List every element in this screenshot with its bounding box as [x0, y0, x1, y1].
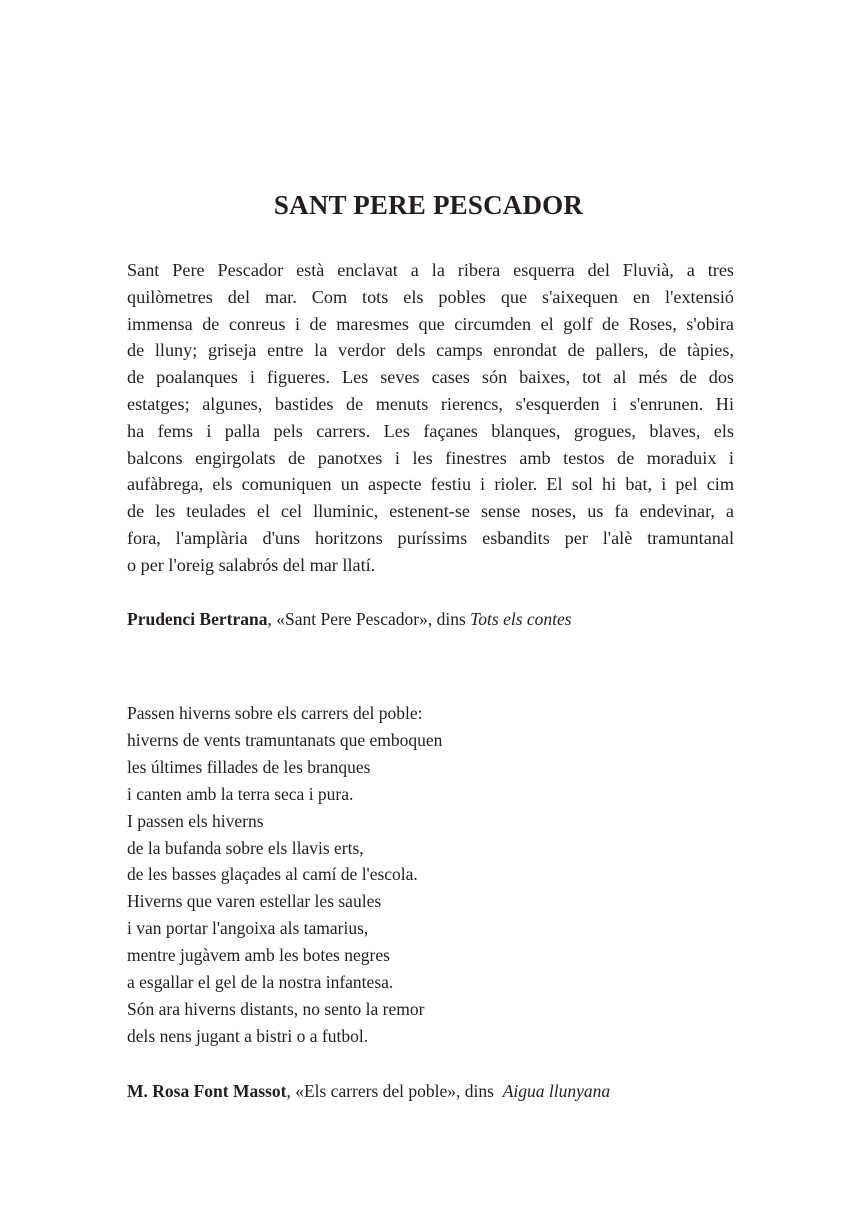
poem-verse: hiverns de vents tramuntanats que emboquen	[127, 729, 443, 750]
prose-line: balcons engirgolats de panotxes i les finestres amb testos de moraduix i	[127, 447, 734, 468]
poem-verse: Passen hiverns sobre els carrers del poble:	[127, 703, 423, 723]
poem-verse: dels nens jugant a bistri o a futbol.	[127, 1025, 369, 1046]
prose-line: immensa de conreus i de maresmes que circumden el golf de Roses, s'obira	[127, 313, 734, 334]
citation-author: Prudenci Bertrana	[127, 609, 268, 629]
prose-line: estatges; algunes, bastides de menuts rierencs, s'esquerden i s'enrunen. Hi	[127, 393, 734, 414]
poem-verse: de la bufanda sobre els llavis erts,	[127, 837, 364, 858]
poem-verse: a esgallar el gel de la nostra infantesa.	[127, 972, 394, 993]
prose-line: o per l'oreig salabrós del mar llatí.	[127, 554, 376, 575]
prose-line: de poalanques i figueres. Les seves cases són baixes, tot al més de dos	[127, 367, 734, 388]
citation-title: , «Els carrers del poble», dins	[286, 1081, 503, 1101]
poem-verse: i van portar l'angoixa als tamarius,	[127, 918, 369, 939]
page-title: SANT PERE PESCADOR	[273, 190, 584, 220]
citation-title: , «Sant Pere Pescador», dins	[267, 609, 471, 629]
citation-book: Tots els contes	[470, 609, 572, 629]
poem	[127, 700, 442, 1050]
citation-book: Aigua llunyana	[502, 1081, 611, 1101]
prose-line: Sant Pere Pescador està enclavat a la ribera esquerra del Fluvià, a tres	[127, 260, 734, 280]
poem-verse: de les basses glaçades al camí de l'escola.	[127, 864, 418, 885]
prose-line: de les teulades el cel lluminic, estenent-se sense noses, us fa endevinar, a	[127, 501, 734, 522]
prose-line: fora, l'amplària d'uns horitzons puríssims esbandits per l'alè tramuntanal	[127, 527, 734, 548]
prose-line: quilòmetres del mar. Com tots els pobles que s'aixequen en l'extensió	[127, 286, 734, 307]
prose-line: ha fems i palla pels carrers. Les façanes blanques, grogues, blaves, els	[127, 420, 734, 441]
prose-line: de lluny; griseja entre la verdor dels camps enrondat de pallers, de tàpies,	[127, 340, 734, 361]
citation-font-massot	[127, 1081, 610, 1102]
poem-verse: les últimes fillades de les branques	[127, 756, 371, 777]
poem-verse: mentre jugàvem amb les botes negres	[127, 945, 390, 966]
prose-line: aufàbrega, els comuniquen un aspecte festiu i rioler. El sol hi bat, i pel cim	[127, 474, 734, 495]
poem-verse: i canten amb la terra seca i pura.	[127, 783, 354, 804]
prose-paragraph	[127, 257, 734, 579]
poem-verse: I passen els hiverns	[127, 810, 264, 831]
poem-verse: Hiverns que varen estellar les saules	[127, 891, 382, 912]
citation-author: M. Rosa Font Massot	[127, 1081, 287, 1101]
citation-bertrana	[127, 609, 572, 630]
poem-verse: Són ara hiverns distants, no sento la remor	[127, 998, 425, 1019]
